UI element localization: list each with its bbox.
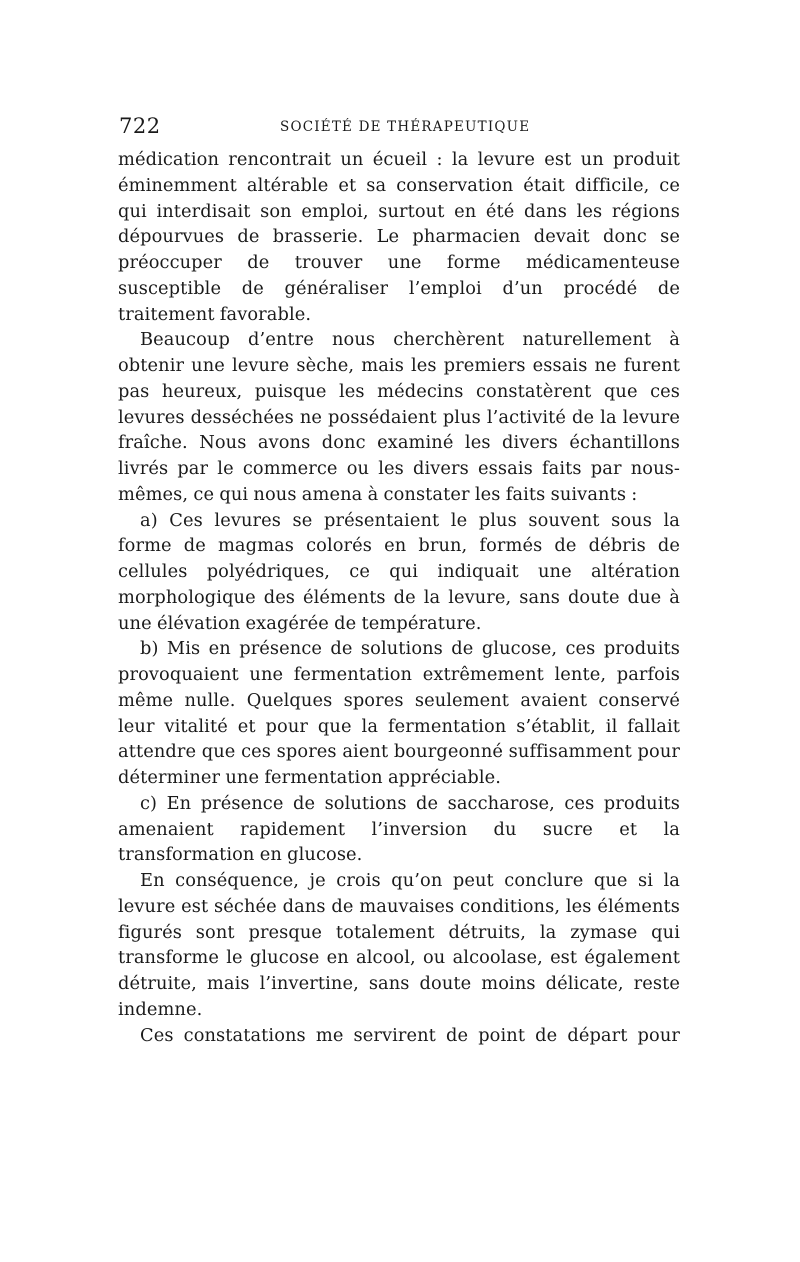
paragraph: Beaucoup d’entre nous cherchèrent naturellement à obtenir une levure sèche, mais les premiers essais ne furent pas heureux, puisque les médecins constatèrent que ces levures desséchées ne possédaient plus l’activité de la levure fraîche. Nous avons donc examiné les divers échantillons livrés par le commerce ou les divers essais faits par nous-mêmes, ce qui nous amena à constater les faits suivants : xyxy=(118,329,680,505)
paragraph: c) En présence de solutions de saccharose, ces produits amenaient rapidement l’inversion du sucre et la transformation en glucose. xyxy=(118,792,680,866)
running-head: SOCIÉTÉ DE THÉRAPEUTIQUE xyxy=(280,119,531,135)
paragraph: Ces constatations me servirent de point de départ pour xyxy=(140,1024,680,1046)
body-text xyxy=(118,147,680,1048)
paragraph: b) Mis en présence de solutions de glucose, ces produits provoquaient une fermentation extrêmement lente, parfois même nulle. Quelques spores seulement avaient conservé leur vitalité et pour que la fermentation s’établit, il fallait attendre que ces spores aient bourgeonné suffisamment pour déterminer une fermentation appréciable. xyxy=(118,638,680,788)
paragraph: a) Ces levures se présentaient le plus souvent sous la forme de magmas colorés en brun, formés de débris de cellules polyédriques, ce qui indiquait une altération morphologique des éléments de la levure, sans doute due à une élévation exagérée de température. xyxy=(118,509,680,634)
paragraph: médication rencontrait un écueil : la levure est un produit éminemment altérable et sa conservation était difficile, ce qui interdisait son emploi, surtout en été dans les régions dépourvues de brasserie. Le pharmacien devait donc se préoccuper de trouver une forme médicamenteuse susceptible de généraliser l’emploi d’un procédé de traitement favorable. xyxy=(118,149,680,325)
page-number: 722 xyxy=(119,114,161,138)
paragraph: En conséquence, je crois qu’on peut conclure que si la levure est séchée dans de mauvaises conditions, les éléments figurés sont presque totalement détruits, la zymase qui transforme le glucose en alcool, ou alcoolase, est également détruite, mais l’invertine, sans doute moins délicate, reste indemne. xyxy=(118,870,680,1020)
